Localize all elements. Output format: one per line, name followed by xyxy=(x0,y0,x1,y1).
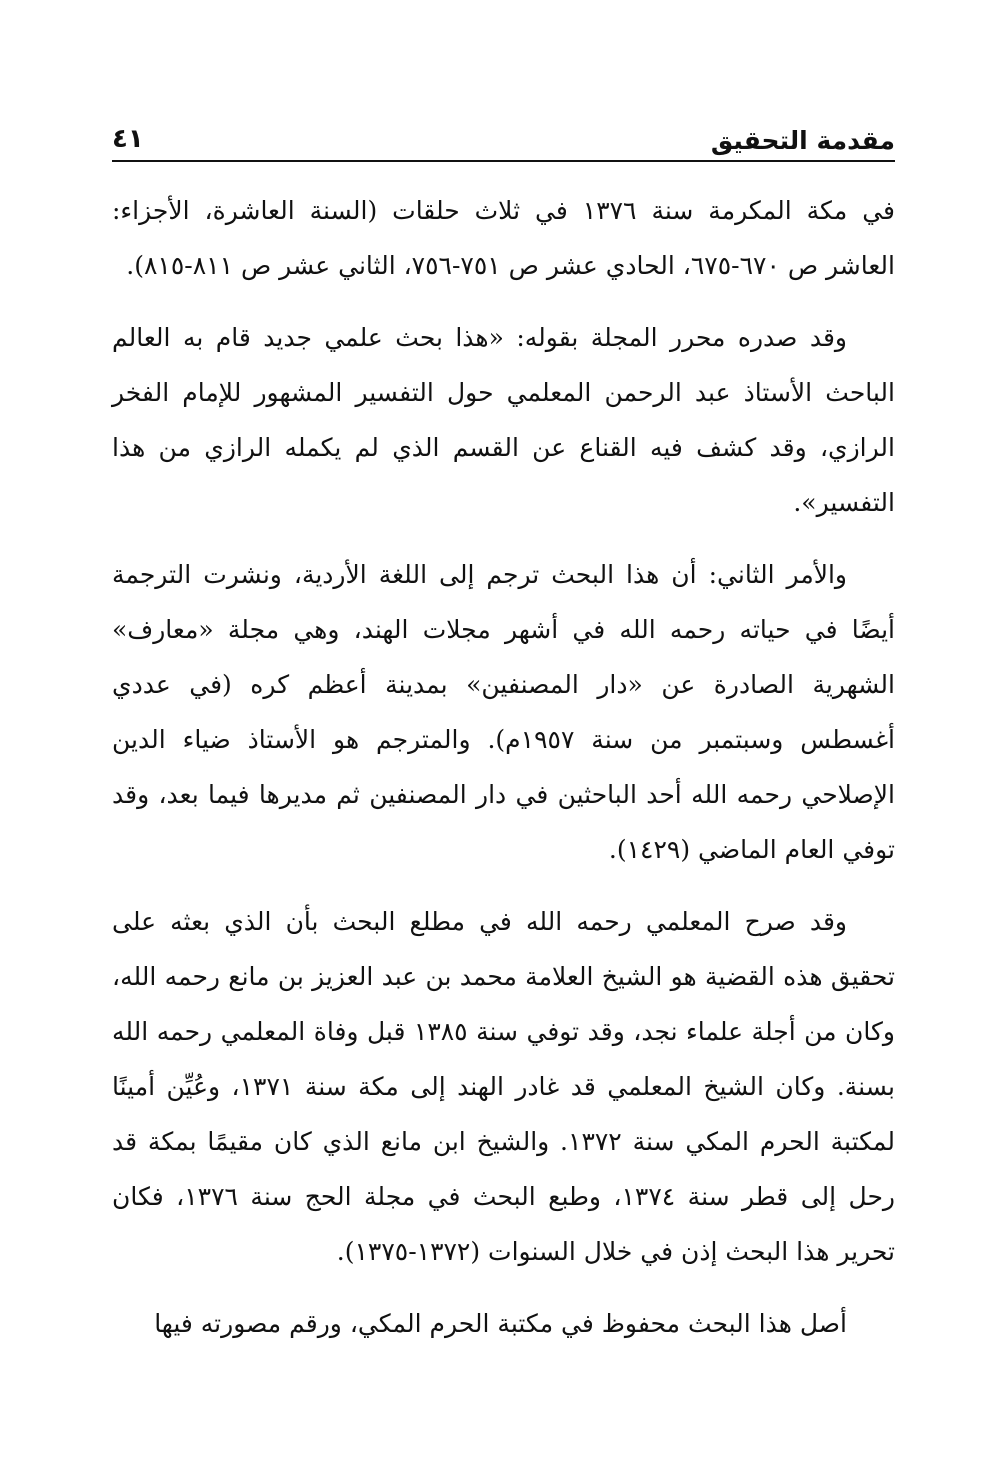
running-header xyxy=(112,118,895,162)
paragraph: في مكة المكرمة سنة ١٣٧٦ في ثلاث حلقات (السنة العاشرة، الأجزاء: العاشر ص ٦٧٠-٦٧٥، الحادي عشر ص ٧٥١-٧٥٦، الثاني عشر ص ٨١١-٨١٥). xyxy=(112,196,896,280)
page-number: ٤١ xyxy=(112,124,144,154)
running-header-title: مقدمة التحقيق xyxy=(710,126,895,155)
header-divider xyxy=(112,160,895,162)
paragraph: والأمر الثاني: أن هذا البحث ترجم إلى اللغة الأردية، ونشرت الترجمة أيضًا في حياته رحمه الله في أشهر مجلات الهند، وهي مجلة «معارف» الشهرية الصادرة عن «دار المصنفين» بمدينة أعظم كره (في عددي أغسطس وسبتمبر من سنة ١٩٥٧م). والمترجم هو الأستاذ ضياء الدين الإصلاحي رحمه الله أحد الباحثين في دار المصنفين ثم مديرها فيما بعد، وقد توفي العام الماضي (١٤٢٩). xyxy=(112,560,895,864)
paragraph: أصل هذا البحث محفوظ في مكتبة الحرم المكي، ورقم مصورته فيها xyxy=(154,1309,847,1338)
paragraph: وقد صرح المعلمي رحمه الله في مطلع البحث بأن الذي بعثه على تحقيق هذه القضية هو الشيخ العلامة محمد بن عبد العزيز بن مانع رحمه الله، وكان من أجلة علماء نجد، وقد توفي سنة ١٣٨٥ قبل وفاة المعلمي رحمه الله بسنة. وكان الشيخ المعلمي قد غادر الهند إلى مكة سنة ١٣٧١، وعُيِّن أمينًا لمكتبة الحرم المكي سنة ١٣٧٢. والشيخ ابن مانع الذي كان مقيمًا بمكة قد رحل إلى قطر سنة ١٣٧٤، وطبع البحث في مجلة الحج سنة ١٣٧٦، فكان تحرير هذا البحث إذن في خلال السنوات (١٣٧٢-١٣٧٥). xyxy=(112,907,896,1266)
paragraph: وقد صدره محرر المجلة بقوله: «هذا بحث علمي جديد قام به العالم الباحث الأستاذ عبد الرحمن المعلمي حول التفسير المشهور للإمام الفخر الرازي، وقد كشف فيه القناع عن القسم الذي لم يكمله الرازي من هذا التفسير». xyxy=(112,323,895,517)
body-text xyxy=(112,183,895,1351)
